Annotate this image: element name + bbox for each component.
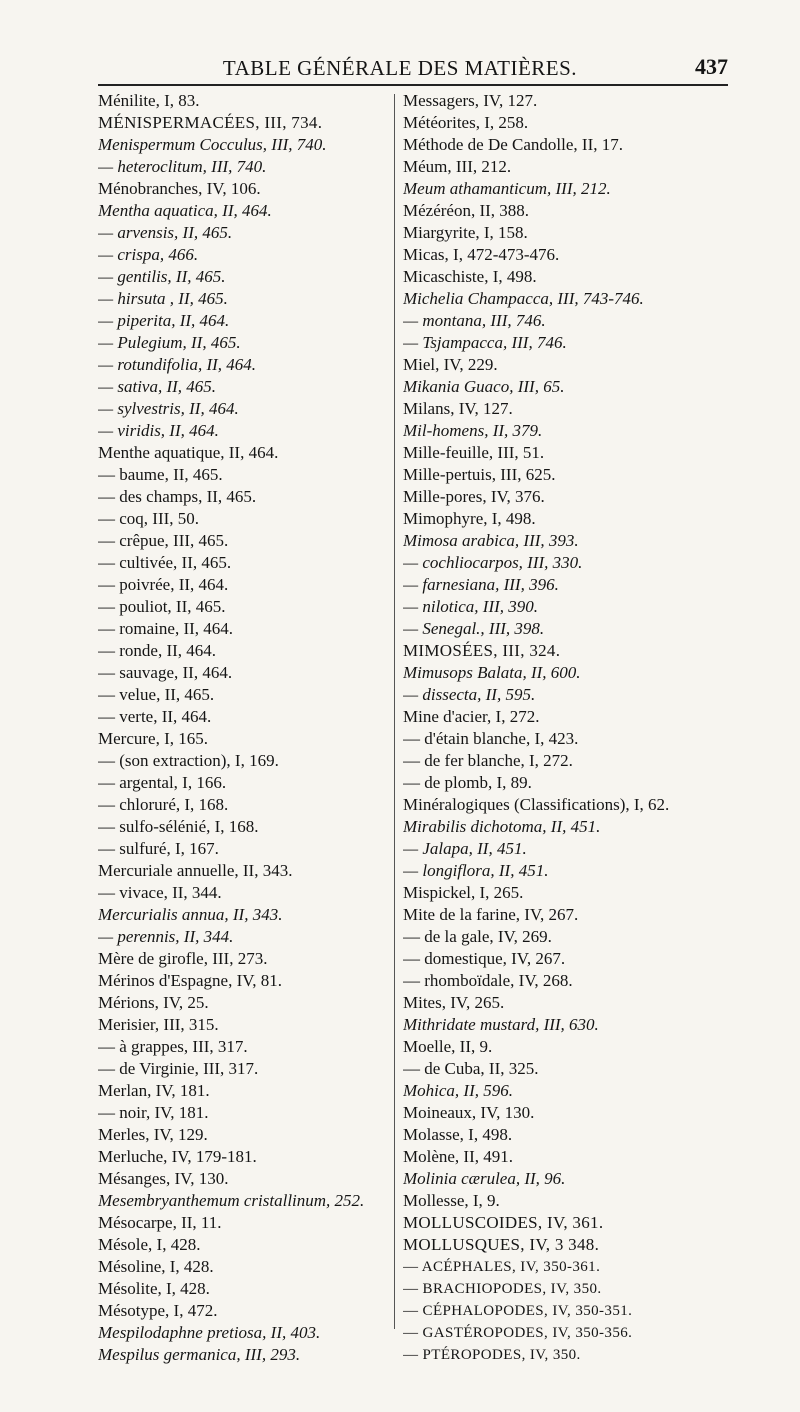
index-entry: Micaschiste, I, 498. — [403, 267, 537, 286]
index-entry: — poivrée, II, 464. — [98, 575, 229, 594]
index-entry: Mohica, II, 596. — [403, 1081, 514, 1100]
index-entry: Mil-homens, II, 379. — [403, 421, 543, 440]
index-entry: Mille-feuille, III, 51. — [403, 443, 545, 462]
index-entry: — arvensis, II, 465. — [98, 223, 233, 242]
index-entry: — BRACHIOPODES, IV, 350. — [403, 1281, 602, 1297]
index-entry: — sauvage, II, 464. — [98, 663, 233, 682]
index-entry: Minéralogiques (Classifications), I, 62. — [403, 795, 670, 814]
index-entry: — verte, II, 464. — [98, 707, 212, 726]
index-entry: — perennis, II, 344. — [98, 927, 234, 946]
index-entry: Mites, IV, 265. — [403, 993, 505, 1012]
index-entry: Mérions, IV, 25. — [98, 993, 209, 1012]
index-entry: Mithridate mustard, III, 630. — [403, 1015, 599, 1034]
index-entry: Mespilodaphne pretiosa, II, 403. — [98, 1323, 321, 1342]
index-entry: Mollesse, I, 9. — [403, 1191, 500, 1210]
index-entry: — sulfo-sélénié, I, 168. — [98, 817, 259, 836]
header-rule — [98, 84, 728, 86]
index-entry: Mille-pores, IV, 376. — [403, 487, 545, 506]
index-entry: Menispermum Cocculus, III, 740. — [98, 135, 327, 154]
index-entry: Mispickel, I, 265. — [403, 883, 524, 902]
index-entry: Mère de girofle, III, 273. — [98, 949, 268, 968]
index-entry: — heteroclitum, III, 740. — [98, 157, 267, 176]
index-entry: Mézéréon, II, 388. — [403, 201, 530, 220]
index-entry: — gentilis, II, 465. — [98, 267, 226, 286]
index-entry: Méum, III, 212. — [403, 157, 512, 176]
index-entry: Merisier, III, 315. — [98, 1015, 219, 1034]
index-entry: — chloruré, I, 168. — [98, 795, 229, 814]
index-entry: Mentha aquatica, II, 464. — [98, 201, 272, 220]
index-entry: — dissecta, II, 595. — [403, 685, 536, 704]
index-entry: — Tsjampacca, III, 746. — [403, 333, 567, 352]
index-entry: — crêpue, III, 465. — [98, 531, 229, 550]
index-entry: Mérinos d'Espagne, IV, 81. — [98, 971, 283, 990]
index-entry: Messagers, IV, 127. — [403, 91, 538, 110]
index-entry: Ménilite, I, 83. — [98, 91, 200, 110]
index-entry: — ronde, II, 464. — [98, 641, 217, 660]
index-entry: Moelle, II, 9. — [403, 1037, 493, 1056]
index-entry: — Pulegium, II, 465. — [98, 333, 241, 352]
index-entry: — de Virginie, III, 317. — [98, 1059, 259, 1078]
index-entry: Mésole, I, 428. — [98, 1235, 201, 1254]
index-entry: — de Cuba, II, 325. — [403, 1059, 539, 1078]
index-entry: — nilotica, III, 390. — [403, 597, 539, 616]
index-entry: MIMOSÉES, III, 324. — [403, 641, 561, 660]
index-entry: — de la gale, IV, 269. — [403, 927, 552, 946]
index-entry: — Senegal., III, 398. — [403, 619, 545, 638]
index-entry: Milans, IV, 127. — [403, 399, 513, 418]
column-divider — [394, 94, 395, 1329]
index-entry: — piperita, II, 464. — [98, 311, 230, 330]
index-entry: — d'étain blanche, I, 423. — [403, 729, 579, 748]
index-entry: Mille-pertuis, III, 625. — [403, 465, 556, 484]
index-entry: — de plomb, I, 89. — [403, 773, 532, 792]
index-entry: — rhomboïdale, IV, 268. — [403, 971, 573, 990]
index-entry: Mésolite, I, 428. — [98, 1279, 210, 1298]
index-entry: Molasse, I, 498. — [403, 1125, 513, 1144]
left-column — [98, 90, 398, 1366]
index-entry: — domestique, IV, 267. — [403, 949, 566, 968]
index-entry: — des champs, II, 465. — [98, 487, 257, 506]
index-entry: Mimophyre, I, 498. — [403, 509, 536, 528]
index-entry: — (son extraction), I, 169. — [98, 751, 279, 770]
index-entry: MOLLUSQUES, IV, 3 348. — [403, 1235, 600, 1254]
index-entry: — cochliocarpos, III, 330. — [403, 553, 583, 572]
index-entry: — sulfuré, I, 167. — [98, 839, 219, 858]
index-entry: — montana, III, 746. — [403, 311, 546, 330]
index-entry: Menthe aquatique, II, 464. — [98, 443, 279, 462]
index-entry: — rotundifolia, II, 464. — [98, 355, 257, 374]
index-entry: — farnesiana, III, 396. — [403, 575, 559, 594]
index-entry: Mite de la farine, IV, 267. — [403, 905, 579, 924]
index-entry: Mésocarpe, II, 11. — [98, 1213, 222, 1232]
index-entry: Météorites, I, 258. — [403, 113, 529, 132]
index-entry: Mimosa arabica, III, 393. — [403, 531, 579, 550]
index-entry: MÉNISPERMACÉES, III, 734. — [98, 113, 323, 132]
index-entry: — de fer blanche, I, 272. — [403, 751, 573, 770]
index-entry: — argental, I, 166. — [98, 773, 227, 792]
index-entry: — velue, II, 465. — [98, 685, 215, 704]
index-entry: Mikania Guaco, III, 65. — [403, 377, 565, 396]
index-entry: MOLLUSCOIDES, IV, 361. — [403, 1213, 604, 1232]
index-entry: Ménobranches, IV, 106. — [98, 179, 261, 198]
index-entry: — coq, III, 50. — [98, 509, 200, 528]
index-entry: Mésotype, I, 472. — [98, 1301, 218, 1320]
index-entry: — Jalapa, II, 451. — [403, 839, 527, 858]
page-title: TABLE GÉNÉRALE DES MATIÈRES. — [222, 56, 578, 80]
index-entry: Micas, I, 472-473-476. — [403, 245, 560, 264]
index-entry: — GASTÉROPODES, IV, 350-356. — [403, 1325, 633, 1341]
index-entry: — hirsuta , II, 465. — [98, 289, 228, 308]
index-entry: — CÉPHALOPODES, IV, 350-351. — [403, 1303, 633, 1319]
index-entry: Moineaux, IV, 130. — [403, 1103, 535, 1122]
index-entry: — sylvestris, II, 464. — [98, 399, 239, 418]
index-entry: Mésanges, IV, 130. — [98, 1169, 229, 1188]
index-entry: — ACÉPHALES, IV, 350-361. — [403, 1259, 601, 1275]
index-entry: — sativa, II, 465. — [98, 377, 217, 396]
index-entry: — viridis, II, 464. — [98, 421, 219, 440]
index-entry: — noir, IV, 181. — [98, 1103, 209, 1122]
index-entry: Molinia cærulea, II, 96. — [403, 1169, 566, 1188]
right-column — [403, 90, 703, 1366]
index-entry: — baume, II, 465. — [98, 465, 223, 484]
index-entry: Mine d'acier, I, 272. — [403, 707, 540, 726]
index-entry: Molène, II, 491. — [403, 1147, 514, 1166]
index-entry: Mercure, I, 165. — [98, 729, 208, 748]
index-entry: Merlan, IV, 181. — [98, 1081, 210, 1100]
index-entry: — romaine, II, 464. — [98, 619, 234, 638]
index-entry: — pouliot, II, 465. — [98, 597, 226, 616]
index-entry: Mercurialis annua, II, 343. — [98, 905, 283, 924]
index-entry: Mimusops Balata, II, 600. — [403, 663, 581, 682]
index-entry: — PTÉROPODES, IV, 350. — [403, 1347, 581, 1363]
index-entry: Miel, IV, 229. — [403, 355, 498, 374]
index-entry: Meum athamanticum, III, 212. — [403, 179, 611, 198]
index-entry: — cultivée, II, 465. — [98, 553, 232, 572]
page-number: 437 — [695, 54, 728, 79]
index-entry: Méthode de De Candolle, II, 17. — [403, 135, 623, 154]
index-entry: Merles, IV, 129. — [98, 1125, 208, 1144]
index-entry: Merluche, IV, 179-181. — [98, 1147, 257, 1166]
index-entry: Mesembryanthemum cristallinum, 252. — [98, 1191, 365, 1210]
index-entry: Mirabilis dichotoma, II, 451. — [403, 817, 601, 836]
index-entry: — crispa, 466. — [98, 245, 199, 264]
index-entry: Mésoline, I, 428. — [98, 1257, 214, 1276]
index-entry: — longiflora, II, 451. — [403, 861, 549, 880]
index-entry: Michelia Champacca, III, 743-746. — [403, 289, 644, 308]
index-entry: Mespilus germanica, III, 293. — [98, 1345, 301, 1364]
index-entry: Miargyrite, I, 158. — [403, 223, 528, 242]
index-entry: Mercuriale annuelle, II, 343. — [98, 861, 293, 880]
index-entry: — à grappes, III, 317. — [98, 1037, 248, 1056]
index-entry: — vivace, II, 344. — [98, 883, 222, 902]
